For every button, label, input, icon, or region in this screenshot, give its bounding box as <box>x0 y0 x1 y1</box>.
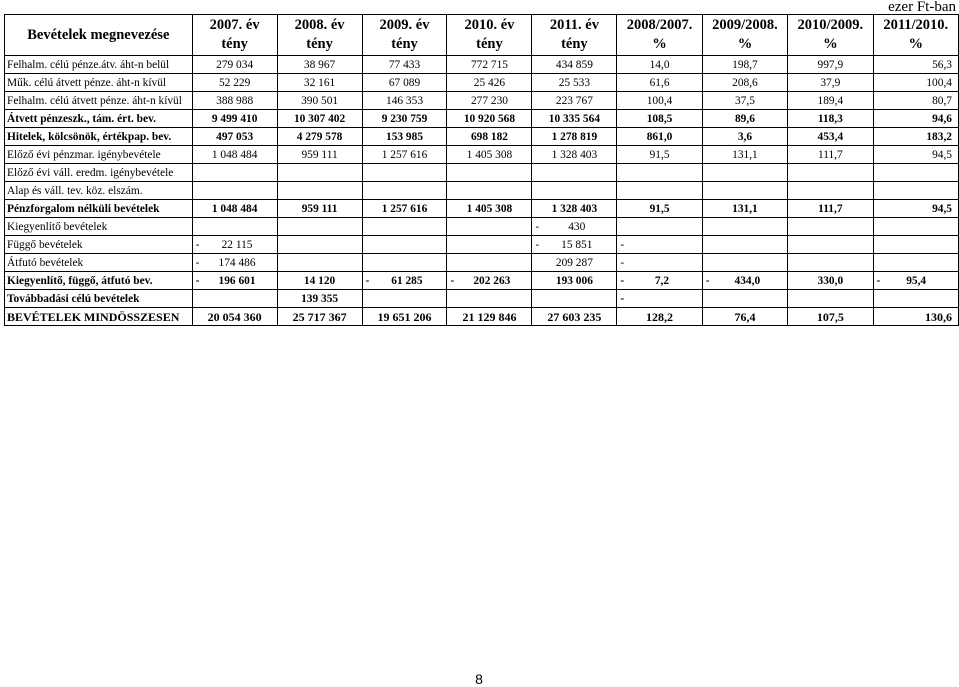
table-row <box>5 74 959 92</box>
table-cell: 61,6 <box>617 74 702 92</box>
header-col-bottom: % <box>652 36 667 52</box>
table-cell <box>532 164 617 182</box>
header-col-top: 2011/2010. <box>883 17 949 33</box>
table-cell: 21 129 846 <box>447 308 532 326</box>
table-cell <box>873 236 958 254</box>
table-cell: 20 054 360 <box>192 308 277 326</box>
table-cell: - 430 <box>532 218 617 236</box>
table-cell: 330,0 <box>788 272 873 290</box>
table-cell <box>362 290 447 308</box>
row-label: Előző évi váll. eredm. igénybevétele <box>5 164 193 182</box>
table-cell: 131,1 <box>702 146 787 164</box>
page-number: 8 <box>475 671 483 687</box>
row-label: Kiegyenlítő bevételek <box>5 218 193 236</box>
table-cell <box>788 236 873 254</box>
table-cell: 38 967 <box>277 56 362 74</box>
table-cell: 14,0 <box>617 56 702 74</box>
table-cell <box>617 182 702 200</box>
table-cell: 9 230 759 <box>362 110 447 128</box>
table-cell: 94,5 <box>873 200 958 218</box>
table-cell: 279 034 <box>192 56 277 74</box>
table-row <box>5 110 959 128</box>
table-cell: 19 651 206 <box>362 308 447 326</box>
table-cell: 208,6 <box>702 74 787 92</box>
table-cell <box>277 218 362 236</box>
table-cell: 77 433 <box>362 56 447 74</box>
table-cell: 111,7 <box>788 200 873 218</box>
table-cell <box>277 182 362 200</box>
table-cell: 10 307 402 <box>277 110 362 128</box>
table-cell: 67 089 <box>362 74 447 92</box>
table-cell <box>532 182 617 200</box>
table-cell: 388 988 <box>192 92 277 110</box>
table-cell: 139 355 <box>277 290 362 308</box>
table-cell: 4 279 578 <box>277 128 362 146</box>
row-label: Kiegyenlítő, függő, átfutó bev. <box>5 272 193 290</box>
table-row <box>5 200 959 218</box>
header-col-bottom: tény <box>561 36 588 52</box>
table-cell: - 196 601 <box>192 272 277 290</box>
table-cell <box>788 290 873 308</box>
table-cell <box>617 164 702 182</box>
table-cell: - 95,4 <box>873 272 958 290</box>
table-cell: 453,4 <box>788 128 873 146</box>
table-cell: 128,2 <box>617 308 702 326</box>
table-cell: 37,9 <box>788 74 873 92</box>
table-row <box>5 56 959 74</box>
table-cell: 94,6 <box>873 110 958 128</box>
table-cell <box>447 254 532 272</box>
table-cell <box>702 164 787 182</box>
table-cell: 3,6 <box>702 128 787 146</box>
table-cell <box>702 182 787 200</box>
header-col <box>873 15 958 56</box>
header-col-bottom: tény <box>476 36 503 52</box>
table-cell: 32 161 <box>277 74 362 92</box>
header-col-top: 2009. év <box>379 17 430 33</box>
table-cell <box>447 182 532 200</box>
table-row <box>5 236 959 254</box>
table-cell <box>362 254 447 272</box>
header-name: Bevételek megnevezése <box>5 15 193 56</box>
table-cell: 434 859 <box>532 56 617 74</box>
table-row <box>5 218 959 236</box>
table-cell <box>447 236 532 254</box>
table-cell: 27 603 235 <box>532 308 617 326</box>
row-label: Hitelek, kölcsönök, értékpap. bev. <box>5 128 193 146</box>
table-cell <box>788 164 873 182</box>
table-cell: 107,5 <box>788 308 873 326</box>
header-col-bottom: % <box>908 36 924 52</box>
header-col-bottom: % <box>823 36 838 52</box>
table-cell <box>873 290 958 308</box>
header-col <box>788 15 873 56</box>
table-cell <box>788 182 873 200</box>
header-col-top: 2009/2008. <box>712 17 778 33</box>
table-cell: 25 717 367 <box>277 308 362 326</box>
table-cell: 100,4 <box>617 92 702 110</box>
table-row <box>5 254 959 272</box>
header-col-bottom: tény <box>306 36 333 52</box>
table-cell <box>873 182 958 200</box>
table-cell: 25 533 <box>532 74 617 92</box>
table-cell <box>362 182 447 200</box>
table-cell: - 7,2 <box>617 272 702 290</box>
header-col <box>617 15 702 56</box>
table-cell: 153 985 <box>362 128 447 146</box>
table-cell: 997,9 <box>788 56 873 74</box>
row-label: Felhalm. célú átvett pénze. áht-n kívül <box>5 92 193 110</box>
table-cell: - <box>617 290 702 308</box>
table-cell: 861,0 <box>617 128 702 146</box>
table-cell: 183,2 <box>873 128 958 146</box>
table-cell: 1 257 616 <box>362 146 447 164</box>
table-cell: 146 353 <box>362 92 447 110</box>
table-cell: 118,3 <box>788 110 873 128</box>
table-cell: 80,7 <box>873 92 958 110</box>
table-cell <box>702 290 787 308</box>
row-label: Műk. célú átvett pénze. áht-n kívül <box>5 74 193 92</box>
table-cell: 1 405 308 <box>447 146 532 164</box>
table-cell: 130,6 <box>873 308 958 326</box>
table-cell: 1 257 616 <box>362 200 447 218</box>
table-cell: 223 767 <box>532 92 617 110</box>
table-cell <box>192 290 277 308</box>
table-cell <box>702 236 787 254</box>
table-cell: 108,5 <box>617 110 702 128</box>
table-cell: 56,3 <box>873 56 958 74</box>
row-label: Felhalm. célú pénze.átv. áht-n belül <box>5 56 193 74</box>
row-label: Előző évi pénzmar. igénybevétele <box>5 146 193 164</box>
table-cell: 52 229 <box>192 74 277 92</box>
table-cell: 1 278 819 <box>532 128 617 146</box>
table-row <box>5 290 959 308</box>
header-col-top: 2010/2009. <box>797 17 864 33</box>
table-cell: 390 501 <box>277 92 362 110</box>
table-cell: 1 328 403 <box>532 146 617 164</box>
header-col <box>447 15 532 56</box>
header-col-bottom: tény <box>221 36 248 52</box>
table-cell <box>277 236 362 254</box>
table-cell: - 22 115 <box>192 236 277 254</box>
table-cell <box>873 254 958 272</box>
header-col-bottom: % <box>737 36 753 52</box>
header-col-top: 2008/2007. <box>626 17 693 33</box>
row-label: Átvett pénzeszk., tám. ért. bev. <box>5 110 193 128</box>
table-cell: 959 111 <box>277 146 362 164</box>
header-col-top: 2010. év <box>464 17 515 33</box>
table-cell <box>788 218 873 236</box>
row-label: Pénzforgalom nélküli bevételek <box>5 200 193 218</box>
table-cell: 76,4 <box>702 308 787 326</box>
table-cell: 959 111 <box>277 200 362 218</box>
table-cell: 91,5 <box>617 146 702 164</box>
header-col-bottom: tény <box>391 36 418 52</box>
table-cell <box>192 218 277 236</box>
row-label: Alap és váll. tev. köz. elszám. <box>5 182 193 200</box>
table-cell: - 174 486 <box>192 254 277 272</box>
table-cell: 14 120 <box>277 272 362 290</box>
unit-label: ezer Ft-ban <box>888 0 956 15</box>
table-cell: 189,4 <box>788 92 873 110</box>
table-cell: 698 182 <box>447 128 532 146</box>
table-cell <box>447 164 532 182</box>
table-row <box>5 182 959 200</box>
table-cell: 100,4 <box>873 74 958 92</box>
table-cell: 1 048 484 <box>192 146 277 164</box>
table-cell <box>362 236 447 254</box>
table-cell: 9 499 410 <box>192 110 277 128</box>
table-cell <box>192 182 277 200</box>
header-col <box>277 15 362 56</box>
table-row <box>5 146 959 164</box>
table-cell <box>362 164 447 182</box>
table-cell <box>447 218 532 236</box>
row-label: BEVÉTELEK MINDÖSSZESEN <box>5 308 193 326</box>
table-cell <box>362 218 447 236</box>
row-label: Függő bevételek <box>5 236 193 254</box>
table-cell <box>192 164 277 182</box>
table-cell <box>277 254 362 272</box>
table-cell <box>447 290 532 308</box>
table-cell: - <box>617 254 702 272</box>
table-cell <box>277 164 362 182</box>
table-row <box>5 308 959 326</box>
table-cell <box>873 218 958 236</box>
table-row <box>5 164 959 182</box>
table-cell: 209 287 <box>532 254 617 272</box>
table-cell: 10 335 564 <box>532 110 617 128</box>
header-col-top: 2007. év <box>209 17 260 33</box>
table-cell: 10 920 568 <box>447 110 532 128</box>
table-cell <box>532 290 617 308</box>
table-cell: - 15 851 <box>532 236 617 254</box>
table-cell: - <box>617 236 702 254</box>
row-label: Átfutó bevételek <box>5 254 193 272</box>
table-row <box>5 92 959 110</box>
table-cell: 1 048 484 <box>192 200 277 218</box>
table-cell: - 202 263 <box>447 272 532 290</box>
table-cell: 198,7 <box>702 56 787 74</box>
table-cell: - 434,0 <box>702 272 787 290</box>
table-cell: 94,5 <box>873 146 958 164</box>
header-col-top: 2011. év <box>549 17 599 33</box>
header-row <box>5 15 959 56</box>
table-body <box>5 56 959 326</box>
header-col-top: 2008. év <box>294 17 345 33</box>
header-col <box>532 15 617 56</box>
table-row <box>5 128 959 146</box>
table-cell: 25 426 <box>447 74 532 92</box>
header-col <box>192 15 277 56</box>
table-cell <box>788 254 873 272</box>
table-cell <box>702 254 787 272</box>
table-cell: - 61 285 <box>362 272 447 290</box>
table-cell: 772 715 <box>447 56 532 74</box>
table-cell: 277 230 <box>447 92 532 110</box>
table-cell <box>617 218 702 236</box>
header-col <box>362 15 447 56</box>
table-cell: 497 053 <box>192 128 277 146</box>
table-cell: 89,6 <box>702 110 787 128</box>
table-cell: 1 405 308 <box>447 200 532 218</box>
table-cell <box>702 218 787 236</box>
table-cell: 131,1 <box>702 200 787 218</box>
table-cell: 193 006 <box>532 272 617 290</box>
table-row <box>5 272 959 290</box>
table-cell <box>873 164 958 182</box>
header-col <box>702 15 787 56</box>
table-cell: 1 328 403 <box>532 200 617 218</box>
row-label: Továbbadási célú bevételek <box>5 290 193 308</box>
table-cell: 111,7 <box>788 146 873 164</box>
table-cell: 37,5 <box>702 92 787 110</box>
table-cell: 91,5 <box>617 200 702 218</box>
revenue-table <box>4 14 959 326</box>
